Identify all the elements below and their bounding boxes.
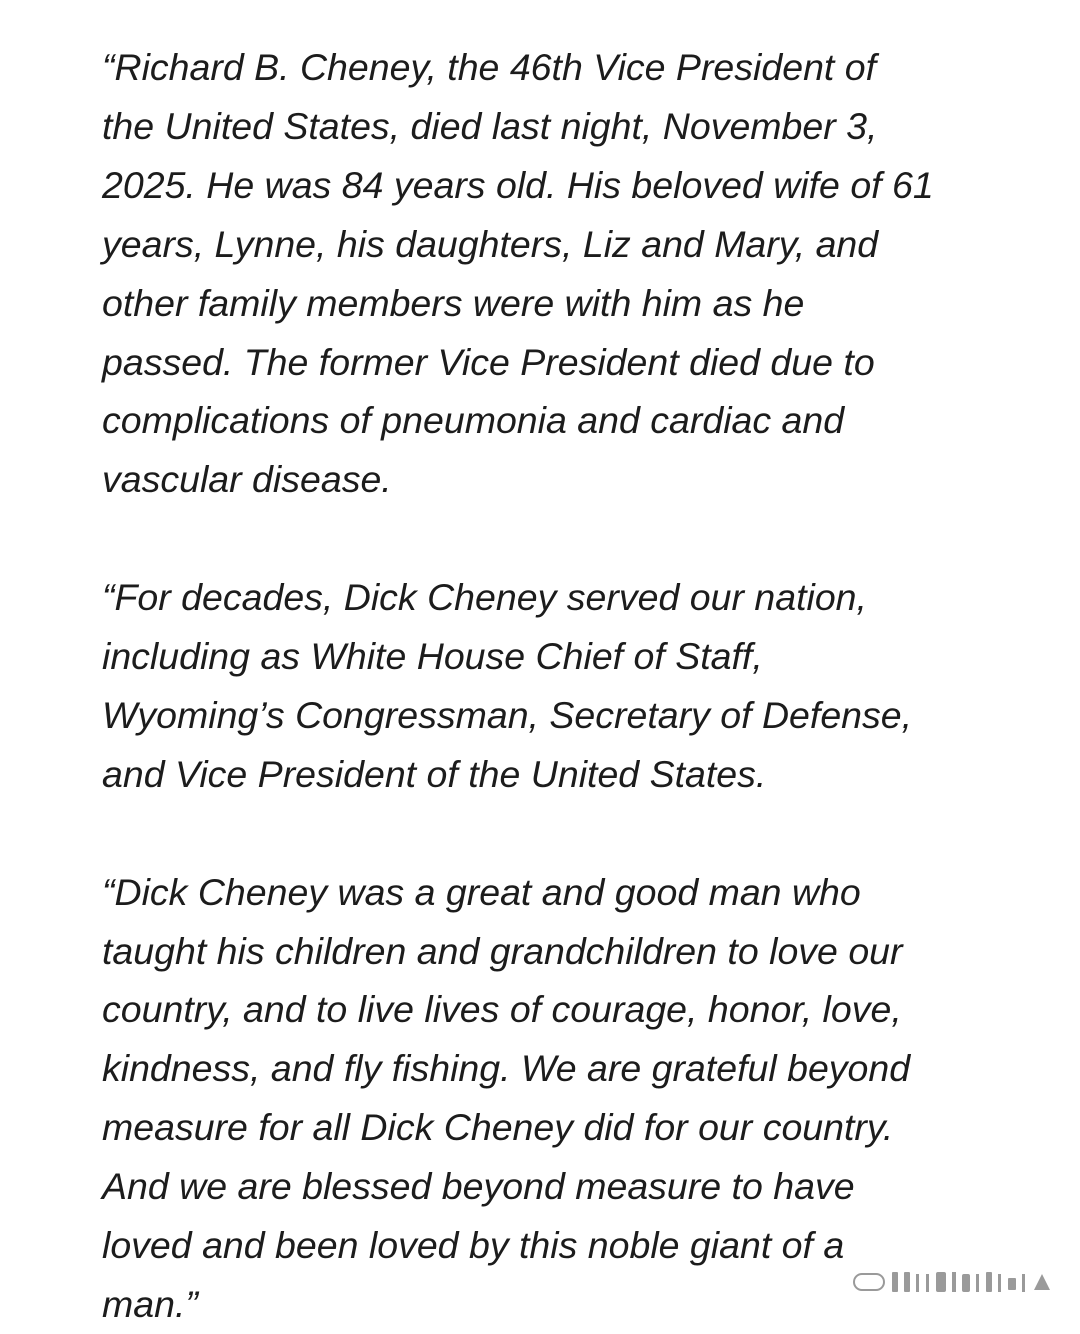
text-line: including as White House Chief of Staff, <box>102 635 763 678</box>
text-line: “Dick Cheney was a great and good man who <box>102 870 861 913</box>
text-line: and Vice President of the United States. <box>102 752 767 795</box>
text-line: the United States, died last night, November 3, <box>102 104 878 147</box>
paragraph-spacer <box>102 804 1002 863</box>
paragraph-announcement <box>102 38 1002 509</box>
watermark-icon <box>852 1268 1062 1294</box>
text-line: kindness, and fly fishing. We are grateful beyond <box>102 1047 911 1090</box>
text-line: country, and to live lives of courage, honor, love, <box>102 988 902 1031</box>
text-line: And we are blessed beyond measure to have <box>102 1165 855 1208</box>
text-line: passed. The former Vice President died due to <box>102 340 875 383</box>
statement-body <box>102 38 1002 1334</box>
paragraph-spacer <box>102 509 1002 568</box>
paragraph-tribute <box>102 863 1002 1334</box>
text-line: vascular disease. <box>102 458 392 501</box>
text-line: “For decades, Dick Cheney served our nation, <box>102 576 867 619</box>
text-line: “Richard B. Cheney, the 46th Vice President of <box>102 46 877 88</box>
text-line: man.” <box>102 1283 198 1325</box>
text-line: complications of pneumonia and cardiac and <box>102 399 845 442</box>
text-line: Wyoming’s Congressman, Secretary of Defense, <box>102 693 913 736</box>
text-line: taught his children and grandchildren to love our <box>102 929 903 972</box>
text-line: loved and been loved by this noble giant of a <box>102 1224 845 1267</box>
text-line: years, Lynne, his daughters, Liz and Mary, and <box>102 222 879 265</box>
text-line: other family members were with him as he <box>102 281 805 324</box>
text-line: measure for all Dick Cheney did for our country. <box>102 1106 894 1149</box>
paragraph-service <box>102 568 1002 804</box>
text-line: 2025. He was 84 years old. His beloved wife of 61 <box>102 163 934 206</box>
